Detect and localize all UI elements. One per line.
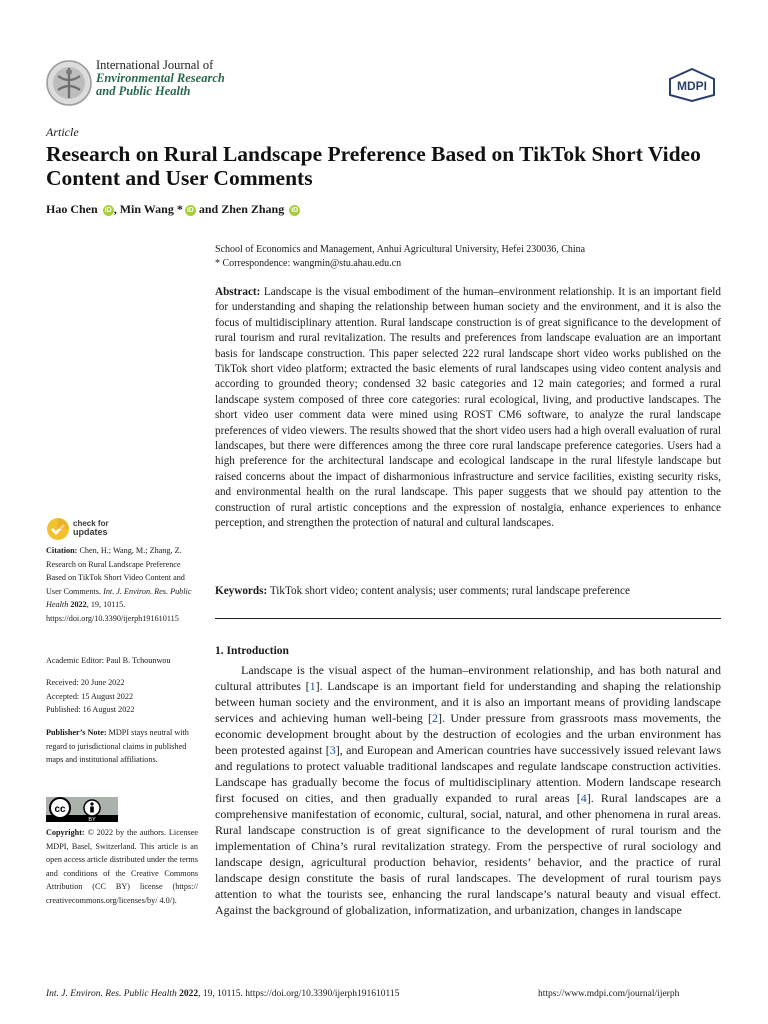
abstract bbox=[215, 285, 721, 532]
citation-text: Chen, H.; Wang, M.; Zhang, Z. Research on Rural Landscape Preference Based on TikTok Short Video Content and User Comments. bbox=[46, 546, 185, 596]
orcid-icon[interactable]: iD bbox=[186, 207, 194, 214]
accepted-date: Accepted: 15 August 2022 bbox=[46, 691, 134, 701]
journal-logo-icon bbox=[46, 60, 92, 106]
footer-year: 2022 bbox=[179, 989, 199, 999]
intro-text: ]. Under pressure from grassroots mass movements, the economic development brought about by the destruction of ecologies and the urban environment has been protested against [ bbox=[215, 711, 722, 757]
author-list: Hao Chen iD , Min Wang * iD and Zhen Zhang iD bbox=[46, 202, 299, 216]
footer-doi[interactable]: , 19, 10115. https://doi.org/10.3390/ijerph191610115 bbox=[198, 989, 400, 999]
section-heading: 1. Introduction bbox=[215, 645, 289, 657]
intro-paragraph bbox=[215, 662, 721, 918]
journal-name-line2: Environmental Research bbox=[96, 71, 225, 85]
journal-name bbox=[96, 59, 225, 98]
check-for-updates-label[interactable] bbox=[73, 519, 109, 537]
received-date: Received: 20 June 2022 bbox=[46, 678, 125, 687]
author-name[interactable]: Zhen Zhang bbox=[221, 202, 285, 216]
orcid-icon[interactable]: iD bbox=[291, 207, 299, 214]
intro-text: ], and European and American countries have successively issued relevant laws and regulations to protect valuable traditional landscapes and regulate landscape construction activities. Landscape has gradually become the focus of multidisciplinary attention. Modern landscape research first focused on cities, and then gradually expanded to rural areas [ bbox=[215, 743, 721, 805]
published-date: Published: 16 August 2022 bbox=[46, 705, 135, 715]
note-label: Publisher’s Note: bbox=[46, 728, 107, 737]
svg-text:cc: cc bbox=[54, 804, 66, 815]
mdpi-logo-text: MDPI bbox=[677, 79, 707, 93]
copyright-block bbox=[46, 826, 198, 908]
check-line: check for bbox=[73, 519, 109, 528]
journal-name-line3: and Public Health bbox=[96, 84, 191, 98]
publisher-note bbox=[46, 726, 198, 767]
copyright-text: © 2022 by the authors. Licensee MDPI, Basel, Switzerland. This article is an open access article distributed under the terms and conditions of the Creative Commons Attribution (CC BY) license (https:// creativecommons.org/licenses/by/ 4.0/). bbox=[46, 828, 199, 905]
footer-journal-url[interactable]: https://www.mdpi.com/journal/ijerph bbox=[538, 989, 680, 999]
publication-dates bbox=[46, 676, 198, 717]
author-name[interactable]: Hao Chen bbox=[46, 202, 98, 216]
author-name[interactable]: Min Wang * bbox=[119, 202, 183, 216]
footer-citation bbox=[46, 989, 399, 999]
article-type: Article bbox=[46, 125, 79, 139]
footer-journal: Int. J. Environ. Res. Public Health bbox=[46, 989, 177, 999]
abstract-text: Landscape is the visual embodiment of the human–environment relationship. It is an important field for understanding and shaping the relationship between human society and the environment, and it is also the focus of multidisciplinary attention. Rural landscape construction is of great significance to the development of rural tourism and rural revitalization. The results and preferences from landscape evaluation are an important basis for landscape construction. This paper selected 222 rural landscape short video works published on the TikTok short video platform; extracted the basic elements of rural landscapes using video content analysis and according to grounded theory; condensed 32 basic categories and 12 main categories; and formed a rural landscape system composed of three core categories: rural ecological, living, and productive landscapes. The short video user comment data were mined using ROST CM6 software, to analyze the rural landscape preferences of video viewers. The results showed that the short video users had a high overall evaluation of rural landscapes, but there were differences among the three core rural landscape preference categories. Users had a high preference for the architectural landscape and ecological landscape in the rural lifestyle landscape but raised concerns about the impact of disharmonious infrastructure and service facilities, existing security risks, and environmental health on the rural landscape. This paper suggests that we should pay attention to the construction of rural artistic conceptions and the expression of nostalgia, enhance experiences to enhance perception, and strengthen the protection of natural and cultural landscapes. bbox=[215, 286, 721, 530]
reference-link[interactable]: 4 bbox=[580, 791, 587, 805]
keywords bbox=[215, 584, 721, 599]
mdpi-logo bbox=[666, 68, 718, 102]
reference-link[interactable]: 3 bbox=[329, 743, 336, 757]
abstract-label: Abstract: bbox=[215, 286, 261, 298]
intro-text: Landscape is the visual aspect of the human–environment relationship, and has both natural and cultural attributes [ bbox=[215, 663, 721, 693]
divider bbox=[215, 618, 721, 619]
reference-link[interactable]: 1 bbox=[309, 679, 316, 693]
citation-block bbox=[46, 544, 198, 626]
reference-link[interactable]: 2 bbox=[432, 711, 439, 725]
academic-editor: Academic Editor: Paul B. Tchounwou bbox=[46, 656, 171, 665]
affiliations bbox=[215, 243, 725, 271]
orcid-icon[interactable]: iD bbox=[104, 207, 112, 214]
check-for-updates-icon[interactable] bbox=[46, 517, 70, 541]
intro-text: ]. Rural landscapes are a comprehensive manifestation of economic, cultural, social, natural, and other phenomena in rural areas. Rural landscape construction is of great significance to the development of rural tourism and the implementation of China’s rural revitalization strategy. From the perspective of rural sociology and landscape design, agricultural production behavior, residents’ behavior, and the practice of rural landscape design constitute the basis of rural landscapes. The development of rural tourism pays attention to what the tourists see, enhancing the rural landscape’s natural beauty and visual effect. Against the background of globalization, informatization, and urbanization, changes in landscape bbox=[215, 791, 721, 917]
keywords-label: Keywords: bbox=[215, 585, 268, 597]
keywords-text: TikTok short video; content analysis; user comments; rural landscape preference bbox=[269, 585, 630, 597]
intro-text: ]. Landscape is an important field for understanding and shaping the relationship between human society and the environment, and it is also an important means of providing landscape services and achieving human well-being [ bbox=[215, 679, 721, 725]
citation-label: Citation: bbox=[46, 546, 78, 555]
citation-journal: Int. J. Environ. Res. Public Health bbox=[46, 586, 192, 610]
cc-by-license-icon[interactable] bbox=[46, 797, 118, 822]
note-text: MDPI stays neutral with regard to jurisdictional claims in published maps and institutional affiliations. bbox=[46, 728, 189, 765]
correspondence-text: * Correspondence: wangmin@stu.ahau.edu.cn bbox=[215, 258, 402, 269]
affiliation-text: School of Economics and Management, Anhui Agricultural University, Hefei 230036, China bbox=[215, 244, 586, 255]
copyright-label: Copyright: bbox=[46, 828, 85, 837]
citation-doi[interactable]: , 19, 10115. https://doi.org/10.3390/ijerph191610115 bbox=[46, 600, 179, 623]
check-line: updates bbox=[73, 527, 108, 537]
citation-year: 2022 bbox=[70, 600, 87, 610]
journal-name-line1: International Journal of bbox=[96, 58, 214, 72]
cc-by-label: BY bbox=[88, 817, 96, 822]
article-title: Research on Rural Landscape Preference Based on TikTok Short Video Content and User Comments bbox=[46, 142, 701, 190]
